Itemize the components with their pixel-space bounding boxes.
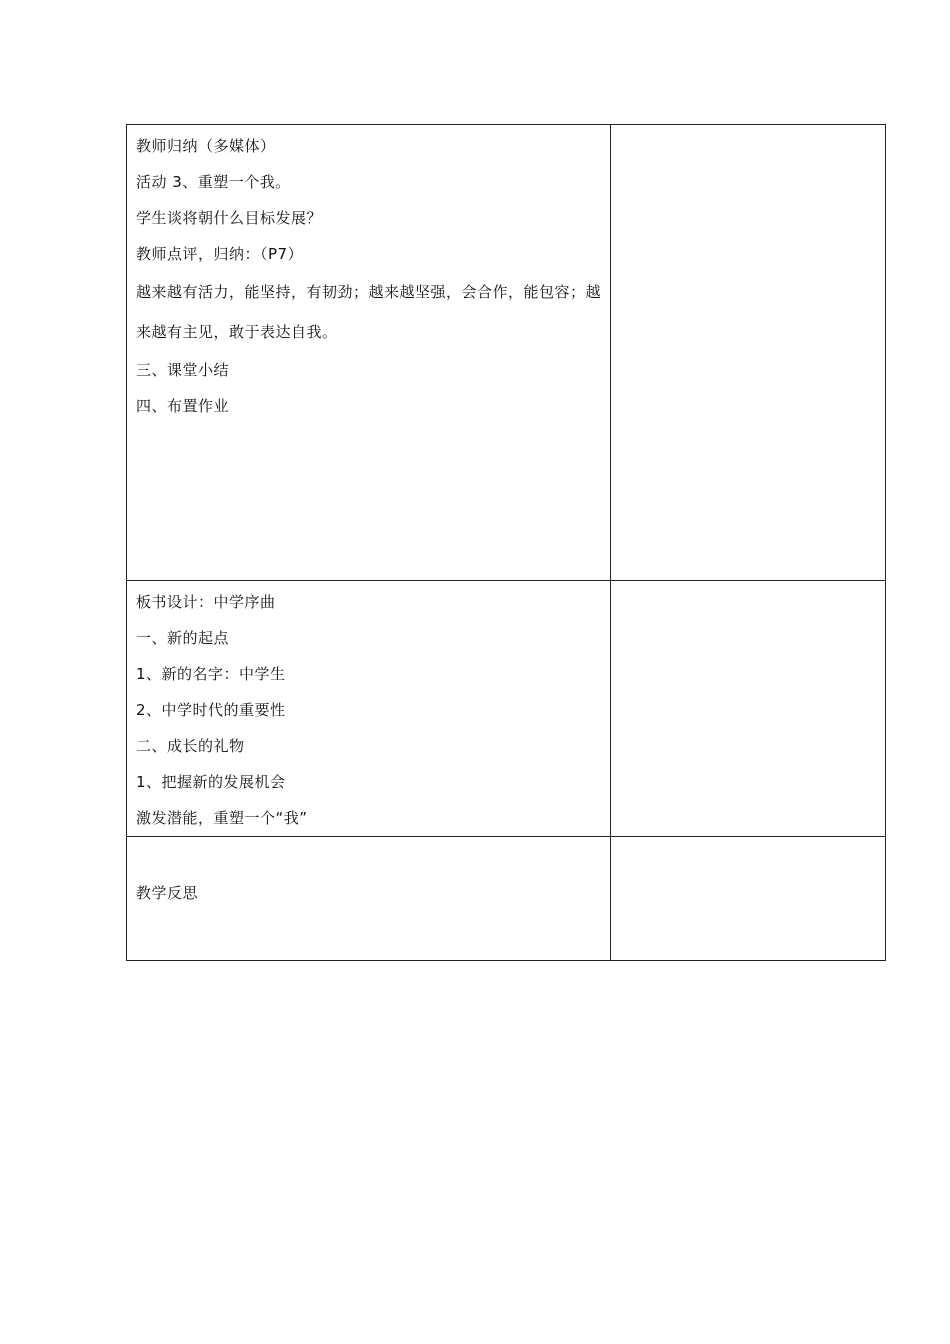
lesson-plan-table bbox=[126, 124, 886, 961]
homework-heading: 四、布置作业 bbox=[136, 397, 230, 415]
board-design-title: 板书设计：中学序曲 bbox=[136, 593, 276, 611]
table-row-board-design bbox=[127, 581, 886, 837]
teacher-summary-line: 教师归纳（多媒体） bbox=[136, 137, 276, 155]
activity-3-line: 活动 3、重塑一个我。 bbox=[136, 173, 291, 191]
teacher-comment-line: 教师点评，归纳：（P7） bbox=[136, 245, 304, 263]
board-design-cell bbox=[127, 581, 611, 837]
board-heading-new-start: 一、新的起点 bbox=[136, 629, 230, 647]
notes-cell-3 bbox=[611, 837, 886, 961]
board-item-opportunity: 1、把握新的发展机会 bbox=[136, 773, 286, 791]
student-goal-line: 学生谈将朝什么目标发展？ bbox=[136, 209, 323, 227]
table-row-reflection bbox=[127, 837, 886, 961]
board-item-importance: 2、中学时代的重要性 bbox=[136, 701, 286, 719]
summary-paragraph: 越来越有活力，能坚持，有韧劲；越来越坚强，会合作，能包容；越来越有主见，敢于表达自我。 bbox=[136, 283, 602, 341]
class-summary-heading: 三、课堂小结 bbox=[136, 361, 230, 379]
board-heading-growth-gift: 二、成长的礼物 bbox=[136, 737, 245, 755]
table-row-teaching-process bbox=[127, 125, 886, 581]
teaching-process-cell bbox=[127, 125, 611, 581]
board-item-potential: 激发潜能，重塑一个“我” bbox=[136, 809, 308, 827]
board-item-new-name: 1、新的名字：中学生 bbox=[136, 665, 286, 683]
notes-cell-1 bbox=[611, 125, 886, 581]
notes-cell-2 bbox=[611, 581, 886, 837]
reflection-cell bbox=[127, 837, 611, 961]
reflection-label: 教学反思 bbox=[136, 884, 199, 902]
